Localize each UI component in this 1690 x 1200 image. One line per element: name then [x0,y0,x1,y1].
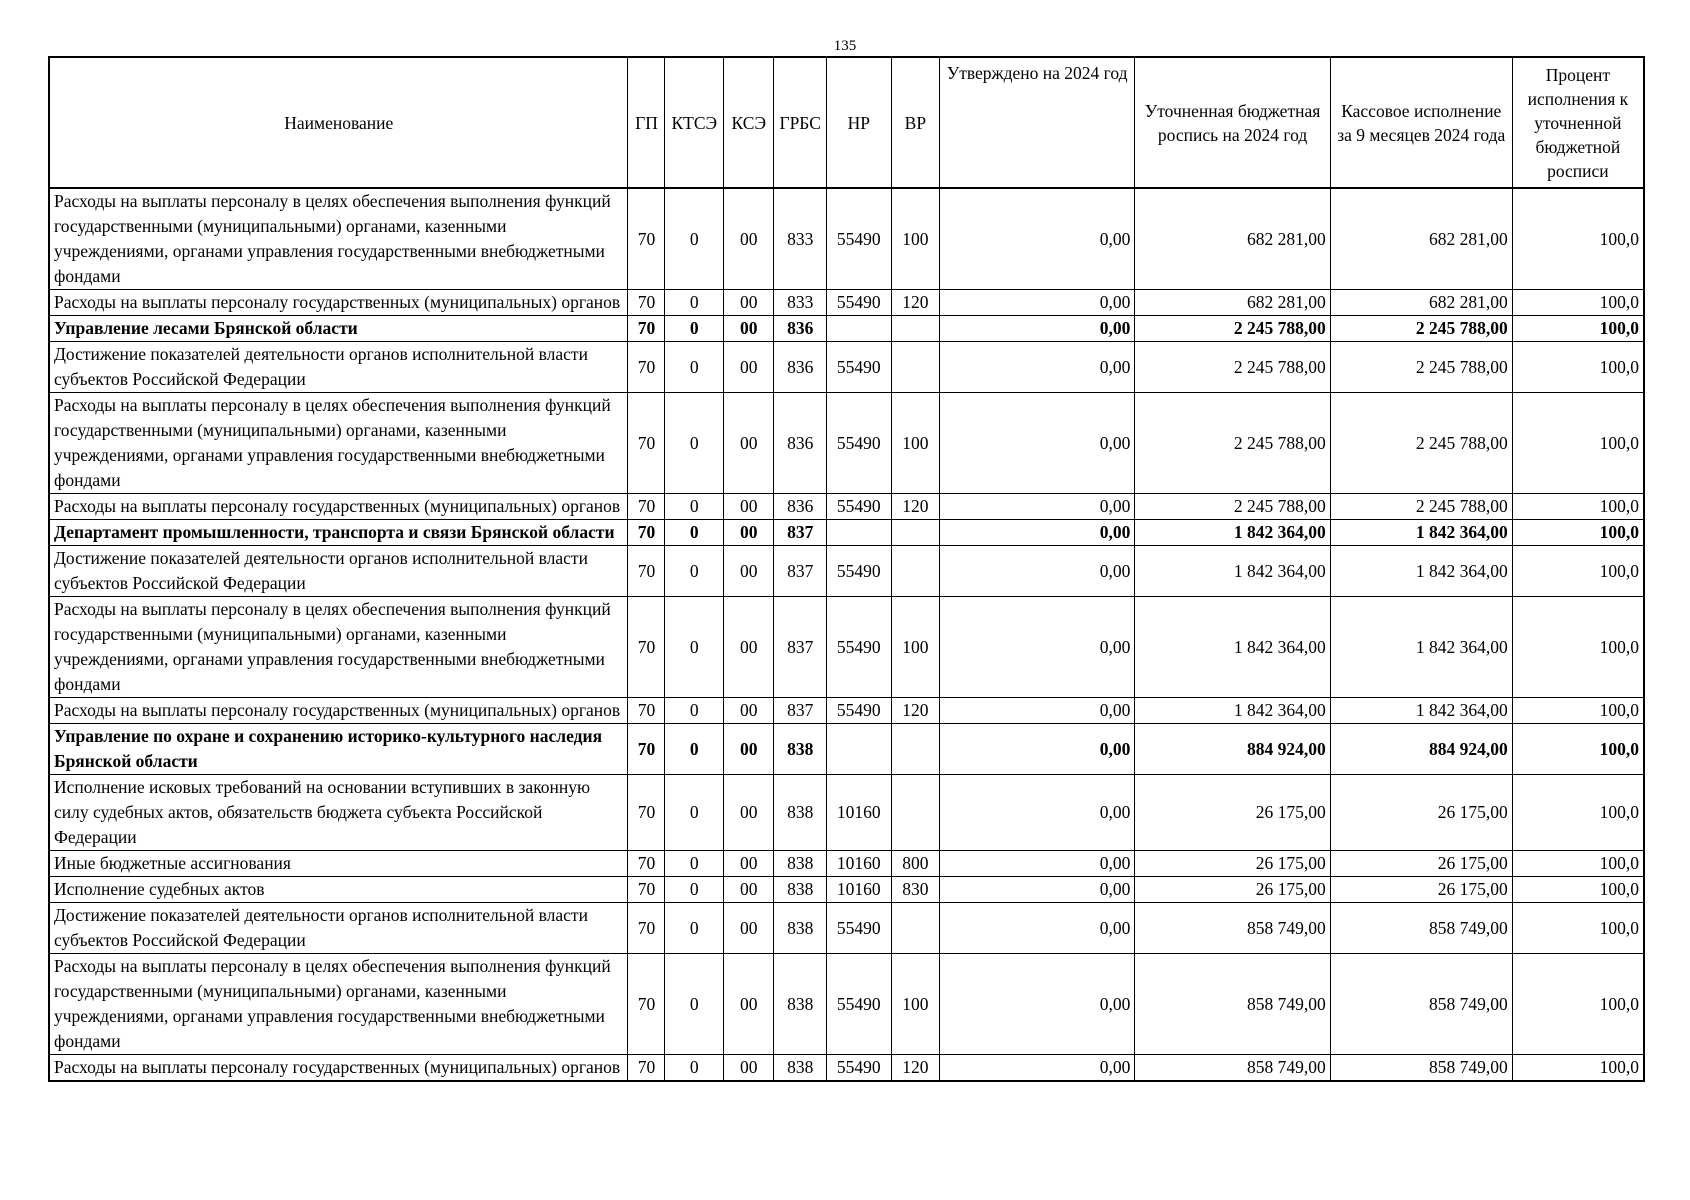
cell-percent: 100,0 [1512,188,1644,290]
cell-approved: 0,00 [940,393,1135,494]
cell-percent: 100,0 [1512,851,1644,877]
cell-revised: 1 842 364,00 [1135,546,1330,597]
cell-cash: 1 842 364,00 [1330,520,1512,546]
cell-gp: 70 [628,851,665,877]
cell-name: Управление по охране и сохранению историко-культурного наследия Брянской области [49,724,628,775]
table-header-row [49,57,1644,188]
cell-ktse: 0 [665,520,724,546]
table-row [49,851,1644,877]
cell-cash: 26 175,00 [1330,877,1512,903]
cell-kse: 00 [724,775,774,851]
header-cash: Кассовое исполнение за 9 месяцев 2024 года [1330,57,1512,188]
cell-name: Достижение показателей деятельности органов исполнительной власти субъектов Российской Федерации [49,903,628,954]
cell-kse: 00 [724,877,774,903]
cell-percent: 100,0 [1512,954,1644,1055]
cell-gp: 70 [628,188,665,290]
cell-grbs: 838 [774,903,826,954]
cell-vr: 120 [891,494,939,520]
cell-grbs: 838 [774,724,826,775]
cell-approved: 0,00 [940,520,1135,546]
cell-grbs: 833 [774,290,826,316]
cell-np: 55490 [826,188,891,290]
cell-np [826,520,891,546]
cell-np: 10160 [826,877,891,903]
cell-vr: 120 [891,1055,939,1082]
cell-kse: 00 [724,851,774,877]
cell-percent: 100,0 [1512,597,1644,698]
cell-name: Расходы на выплаты персоналу в целях обеспечения выполнения функций государственными (муниципальными) органами, казенными учреждениями, органами управления государственными внебюджетными фондами [49,188,628,290]
cell-cash: 1 842 364,00 [1330,546,1512,597]
cell-ktse: 0 [665,698,724,724]
cell-ktse: 0 [665,775,724,851]
cell-gp: 70 [628,903,665,954]
cell-np [826,724,891,775]
cell-grbs: 838 [774,775,826,851]
cell-kse: 00 [724,597,774,698]
cell-vr: 100 [891,597,939,698]
cell-percent: 100,0 [1512,775,1644,851]
cell-np: 55490 [826,342,891,393]
cell-revised: 858 749,00 [1135,1055,1330,1082]
section-header-row [49,724,1644,775]
cell-kse: 00 [724,393,774,494]
section-header-row [49,316,1644,342]
cell-grbs: 838 [774,954,826,1055]
cell-approved: 0,00 [940,290,1135,316]
header-grbs: ГРБС [774,57,826,188]
cell-cash: 2 245 788,00 [1330,494,1512,520]
table-row [49,698,1644,724]
cell-cash: 2 245 788,00 [1330,393,1512,494]
cell-revised: 1 842 364,00 [1135,597,1330,698]
cell-approved: 0,00 [940,1055,1135,1082]
cell-np [826,316,891,342]
header-name: Наименование [49,57,628,188]
cell-grbs: 836 [774,316,826,342]
cell-revised: 1 842 364,00 [1135,698,1330,724]
cell-ktse: 0 [665,342,724,393]
cell-vr [891,520,939,546]
cell-grbs: 837 [774,520,826,546]
cell-grbs: 836 [774,393,826,494]
cell-ktse: 0 [665,597,724,698]
cell-gp: 70 [628,954,665,1055]
cell-name: Управление лесами Брянской области [49,316,628,342]
cell-kse: 00 [724,903,774,954]
header-vr: ВР [891,57,939,188]
cell-gp: 70 [628,597,665,698]
cell-np: 55490 [826,546,891,597]
cell-ktse: 0 [665,903,724,954]
cell-grbs: 838 [774,851,826,877]
cell-np: 55490 [826,290,891,316]
cell-name: Иные бюджетные ассигнования [49,851,628,877]
cell-cash: 884 924,00 [1330,724,1512,775]
cell-vr: 100 [891,954,939,1055]
cell-revised: 26 175,00 [1135,877,1330,903]
cell-ktse: 0 [665,724,724,775]
budget-table [48,56,1645,1082]
cell-kse: 00 [724,1055,774,1082]
cell-revised: 1 842 364,00 [1135,520,1330,546]
cell-np: 55490 [826,1055,891,1082]
cell-cash: 1 842 364,00 [1330,698,1512,724]
cell-cash: 682 281,00 [1330,188,1512,290]
cell-kse: 00 [724,954,774,1055]
cell-gp: 70 [628,546,665,597]
cell-name: Департамент промышленности, транспорта и связи Брянской области [49,520,628,546]
cell-grbs: 836 [774,342,826,393]
cell-np: 55490 [826,597,891,698]
cell-ktse: 0 [665,188,724,290]
cell-approved: 0,00 [940,903,1135,954]
cell-kse: 00 [724,546,774,597]
cell-cash: 26 175,00 [1330,851,1512,877]
table-row [49,1055,1644,1082]
cell-revised: 26 175,00 [1135,775,1330,851]
cell-approved: 0,00 [940,597,1135,698]
cell-name: Расходы на выплаты персоналу государственных (муниципальных) органов [49,698,628,724]
cell-percent: 100,0 [1512,698,1644,724]
cell-cash: 682 281,00 [1330,290,1512,316]
cell-vr [891,316,939,342]
cell-revised: 682 281,00 [1135,290,1330,316]
cell-kse: 00 [724,494,774,520]
cell-gp: 70 [628,724,665,775]
cell-vr: 120 [891,290,939,316]
cell-approved: 0,00 [940,316,1135,342]
cell-np: 55490 [826,494,891,520]
table-body [49,188,1644,1081]
cell-percent: 100,0 [1512,877,1644,903]
cell-percent: 100,0 [1512,393,1644,494]
cell-revised: 2 245 788,00 [1135,393,1330,494]
cell-ktse: 0 [665,290,724,316]
table-row [49,954,1644,1055]
page-number: 135 [833,38,857,54]
header-ktse: КТСЭ [665,57,724,188]
cell-percent: 100,0 [1512,290,1644,316]
table-row [49,342,1644,393]
cell-name: Расходы на выплаты персоналу в целях обеспечения выполнения функций государственными (муниципальными) органами, казенными учреждениями, органами управления государственными внебюджетными фондами [49,597,628,698]
cell-percent: 100,0 [1512,724,1644,775]
cell-percent: 100,0 [1512,903,1644,954]
cell-grbs: 837 [774,597,826,698]
cell-approved: 0,00 [940,342,1135,393]
cell-percent: 100,0 [1512,316,1644,342]
cell-vr: 100 [891,393,939,494]
cell-vr: 830 [891,877,939,903]
cell-kse: 00 [724,520,774,546]
cell-vr [891,775,939,851]
cell-vr [891,903,939,954]
cell-ktse: 0 [665,393,724,494]
cell-name: Исполнение судебных актов [49,877,628,903]
cell-revised: 858 749,00 [1135,954,1330,1055]
cell-approved: 0,00 [940,877,1135,903]
cell-approved: 0,00 [940,698,1135,724]
cell-cash: 2 245 788,00 [1330,316,1512,342]
cell-cash: 26 175,00 [1330,775,1512,851]
cell-ktse: 0 [665,546,724,597]
cell-ktse: 0 [665,316,724,342]
cell-gp: 70 [628,520,665,546]
cell-kse: 00 [724,698,774,724]
cell-np: 55490 [826,393,891,494]
cell-gp: 70 [628,342,665,393]
table-row [49,290,1644,316]
table-row [49,775,1644,851]
cell-revised: 884 924,00 [1135,724,1330,775]
cell-grbs: 838 [774,877,826,903]
cell-vr: 800 [891,851,939,877]
cell-percent: 100,0 [1512,546,1644,597]
cell-gp: 70 [628,877,665,903]
cell-vr [891,342,939,393]
cell-gp: 70 [628,494,665,520]
cell-name: Исполнение исковых требований на основании вступивших в законную силу судебных актов, обязательств бюджета субъекта Российской Федерации [49,775,628,851]
cell-ktse: 0 [665,954,724,1055]
cell-grbs: 836 [774,494,826,520]
cell-gp: 70 [628,290,665,316]
header-gp: ГП [628,57,665,188]
cell-kse: 00 [724,342,774,393]
cell-ktse: 0 [665,1055,724,1082]
header-kse: КСЭ [724,57,774,188]
header-approved: Утверждено на 2024 год [940,57,1135,188]
cell-revised: 2 245 788,00 [1135,494,1330,520]
cell-gp: 70 [628,775,665,851]
cell-np: 55490 [826,903,891,954]
cell-kse: 00 [724,188,774,290]
header-np: НР [826,57,891,188]
table-row [49,393,1644,494]
cell-vr: 120 [891,698,939,724]
cell-gp: 70 [628,393,665,494]
cell-grbs: 837 [774,546,826,597]
cell-percent: 100,0 [1512,494,1644,520]
cell-ktse: 0 [665,877,724,903]
cell-approved: 0,00 [940,775,1135,851]
cell-kse: 00 [724,724,774,775]
cell-revised: 682 281,00 [1135,188,1330,290]
cell-gp: 70 [628,316,665,342]
cell-revised: 858 749,00 [1135,903,1330,954]
cell-cash: 858 749,00 [1330,954,1512,1055]
table-row [49,903,1644,954]
cell-np: 10160 [826,775,891,851]
cell-name: Расходы на выплаты персоналу в целях обеспечения выполнения функций государственными (муниципальными) органами, казенными учреждениями, органами управления государственными внебюджетными фондами [49,393,628,494]
cell-gp: 70 [628,698,665,724]
cell-grbs: 837 [774,698,826,724]
header-revised: Уточненная бюджетная роспись на 2024 год [1135,57,1330,188]
cell-approved: 0,00 [940,724,1135,775]
header-percent: Процент исполнения к уточненной бюджетной росписи [1512,57,1644,188]
cell-name: Расходы на выплаты персоналу государственных (муниципальных) органов [49,494,628,520]
cell-ktse: 0 [665,494,724,520]
cell-vr [891,546,939,597]
cell-approved: 0,00 [940,954,1135,1055]
cell-grbs: 833 [774,188,826,290]
cell-kse: 00 [724,290,774,316]
table-row [49,494,1644,520]
cell-vr [891,724,939,775]
cell-cash: 2 245 788,00 [1330,342,1512,393]
cell-grbs: 838 [774,1055,826,1082]
cell-kse: 00 [724,316,774,342]
cell-revised: 2 245 788,00 [1135,316,1330,342]
cell-vr: 100 [891,188,939,290]
cell-cash: 858 749,00 [1330,1055,1512,1082]
cell-gp: 70 [628,1055,665,1082]
cell-ktse: 0 [665,851,724,877]
section-header-row [49,520,1644,546]
cell-name: Достижение показателей деятельности органов исполнительной власти субъектов Российской Федерации [49,342,628,393]
table-row [49,546,1644,597]
cell-revised: 26 175,00 [1135,851,1330,877]
cell-np: 10160 [826,851,891,877]
cell-percent: 100,0 [1512,520,1644,546]
cell-approved: 0,00 [940,188,1135,290]
table-row [49,188,1644,290]
table-row [49,597,1644,698]
cell-revised: 2 245 788,00 [1135,342,1330,393]
cell-cash: 1 842 364,00 [1330,597,1512,698]
cell-approved: 0,00 [940,494,1135,520]
cell-np: 55490 [826,954,891,1055]
cell-name: Расходы на выплаты персоналу в целях обеспечения выполнения функций государственными (муниципальными) органами, казенными учреждениями, органами управления государственными внебюджетными фондами [49,954,628,1055]
cell-approved: 0,00 [940,546,1135,597]
cell-percent: 100,0 [1512,342,1644,393]
cell-name: Расходы на выплаты персоналу государственных (муниципальных) органов [49,290,628,316]
cell-name: Расходы на выплаты персоналу государственных (муниципальных) органов [49,1055,628,1082]
table-row [49,877,1644,903]
cell-name: Достижение показателей деятельности органов исполнительной власти субъектов Российской Федерации [49,546,628,597]
cell-np: 55490 [826,698,891,724]
cell-percent: 100,0 [1512,1055,1644,1082]
cell-cash: 858 749,00 [1330,903,1512,954]
cell-approved: 0,00 [940,851,1135,877]
